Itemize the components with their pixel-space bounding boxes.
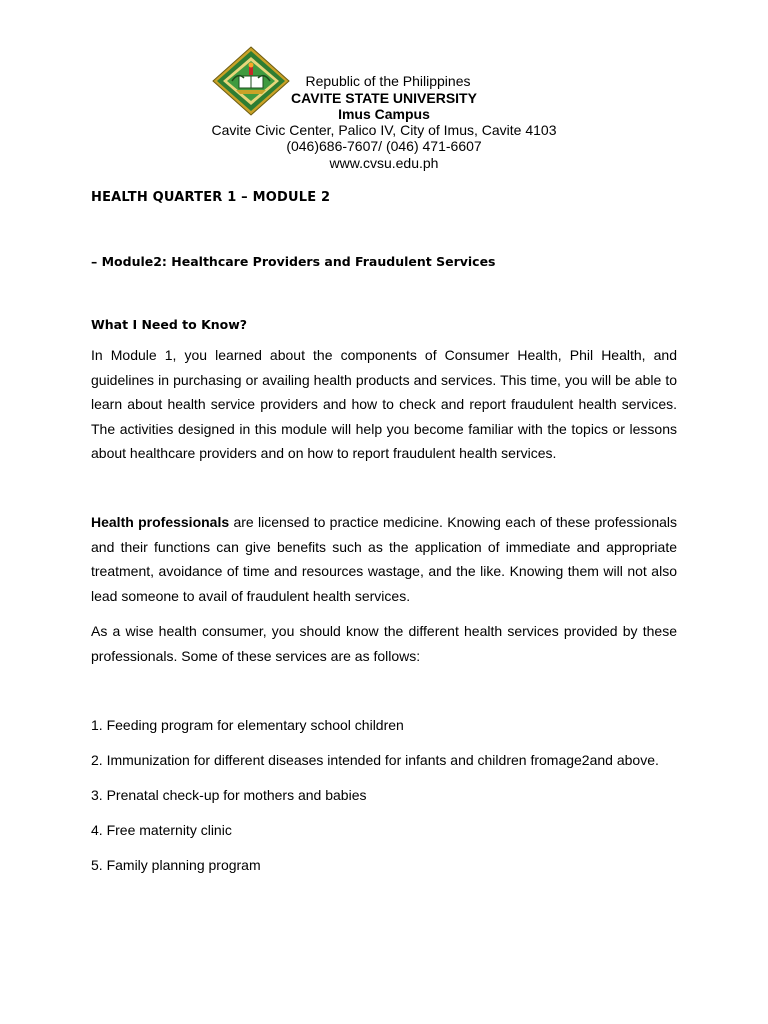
consumer-paragraph: As a wise health consumer, you should know the different health services provided by these professionals. Some of these services are as follows: xyxy=(91,623,677,664)
professionals-lead: Health professionals xyxy=(91,514,230,530)
list-item: 2. Immunization for different diseases intended for infants and children fromage2and above. xyxy=(91,752,659,768)
list-item: 1. Feeding program for elementary school children xyxy=(91,717,404,733)
list-item: 3. Prenatal check-up for mothers and babies xyxy=(91,787,367,803)
header-university: CAVITE STATE UNIVERSITY xyxy=(291,90,477,106)
list-item: 4. Free maternity clinic xyxy=(91,822,232,838)
header-phone: (046)686-7607/ (046) 471-6607 xyxy=(286,138,482,154)
intro-paragraph: In Module 1, you learned about the components of Consumer Health, Phil Health, and guidelines in purchasing or availing health products and services. This time, you will be able to learn about health service providers and how to check and report fraudulent health services. The activities designed in this module will help you become familiar with the topics or lessons about healthcare providers and on how to report fraudulent health services. xyxy=(91,347,677,461)
header-country: Republic of the Philippines xyxy=(305,73,471,89)
module-title: HEALTH QUARTER 1 – MODULE 2 xyxy=(91,190,331,205)
list-item: 5. Family planning program xyxy=(91,857,261,873)
header-campus: Imus Campus xyxy=(338,106,430,122)
professionals-text: are licensed to practice medicine. Knowing each of these professionals and their functions can give benefits such as the application of immediate and appropriate treatment, avoidance of time and resources wastage, and the like. Knowing them will not also lead someone to avail of fraudulent health services. xyxy=(91,514,678,604)
header-website: www.cvsu.edu.ph xyxy=(329,155,439,171)
header-address: Cavite Civic Center, Palico IV, City of Imus, Cavite 4103 xyxy=(211,122,557,138)
module-subtitle: – Module2: Healthcare Providers and Fraudulent Services xyxy=(91,254,496,269)
section-heading: What I Need to Know? xyxy=(91,317,248,332)
professionals-paragraph xyxy=(91,510,677,608)
